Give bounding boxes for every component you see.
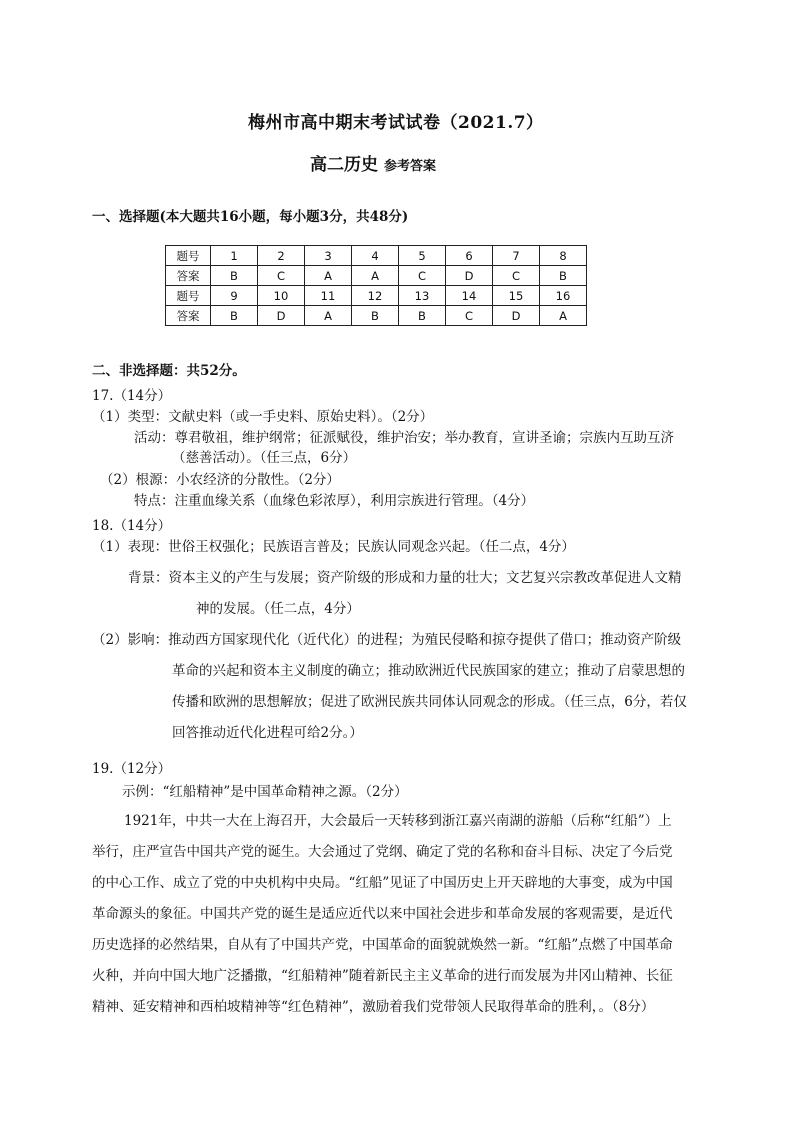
- q18-part2-impact: （2）影响：推动西方国家现代化（近代化）的进程；为殖民侵略和掠夺提供了借口；推动资产阶级: [92, 632, 682, 648]
- table-cell: B: [211, 306, 258, 326]
- table-cell: B: [211, 266, 258, 286]
- table-cell: 11: [305, 286, 352, 306]
- table-row: [166, 266, 587, 286]
- q19-paragraph-line5: 历史选择的必然结果，自从有了中国共产党，中国革命的面貌就焕然一新。“红船”点燃了中国革命: [92, 937, 673, 953]
- table-cell: B: [399, 306, 446, 326]
- table-cell: C: [399, 266, 446, 286]
- table-cell: 9: [211, 286, 258, 306]
- table-cell: A: [305, 306, 352, 326]
- table-cell: 答案: [166, 266, 211, 286]
- table-cell: 5: [399, 246, 446, 266]
- table-cell: B: [352, 306, 399, 326]
- table-cell: C: [493, 266, 540, 286]
- table-cell: 2: [258, 246, 305, 266]
- table-cell: 3: [305, 246, 352, 266]
- q18-part1-background: 背景：资本主义的产生与发展；资产阶级的形成和力量的壮大；文艺复兴宗教改革促进人文精: [128, 570, 682, 586]
- table-cell: 8: [540, 246, 587, 266]
- q18-part2-impact-line2: 革命的兴起和资本主义制度的确立；推动欧洲近代民族国家的建立；推动了启蒙思想的: [172, 663, 685, 679]
- table-cell: C: [258, 266, 305, 286]
- table-cell: 4: [352, 246, 399, 266]
- q19-paragraph-line2: 举行，庄严宣告中国共产党的诞生。大会通过了党纲、确定了党的名称和奋斗目标、决定了今后党: [92, 844, 673, 860]
- table-cell: 10: [258, 286, 305, 306]
- q19-paragraph-line6: 火种，并向中国大地广泛播撒，“红船精神”随着新民主主义革命的进行而发展为井冈山精神、长征: [92, 968, 673, 984]
- table-row: [166, 306, 587, 326]
- subtitle-answer-key: 参考答案: [384, 159, 437, 174]
- table-row: [166, 246, 587, 266]
- table-cell: A: [305, 266, 352, 286]
- q17-part1-activities: 活动：尊君敬祖，维护纲常；征派赋役，维护治安；举办教育，宣讲圣谕；宗族内互助互济: [134, 430, 674, 446]
- q18-part2-impact-line4: 回答推动近代化进程可给2分。）: [172, 725, 363, 741]
- q19-example: 示例：“红船精神”是中国革命精神之源。（2分）: [122, 784, 408, 800]
- table-cell: 15: [493, 286, 540, 306]
- q18-part1-performance: （1）表现：世俗王权强化；民族语言普及；民族认同观念兴起。（任二点，4分）: [92, 539, 575, 555]
- q17-part2-features: 特点：注重血缘关系（血缘色彩浓厚），利用宗族进行管理。（4分）: [134, 493, 535, 509]
- table-cell: A: [352, 266, 399, 286]
- page-subtitle: [310, 150, 436, 175]
- table-cell: A: [540, 306, 587, 326]
- table-cell: 题号: [166, 286, 211, 306]
- table-cell: 1: [211, 246, 258, 266]
- q17-label: 17.（14分）: [92, 388, 172, 404]
- table-cell: 16: [540, 286, 587, 306]
- q19-paragraph-line3: 的中心工作、成立了党的中央机构中央局。“红船”见证了中国历史上开天辟地的大事变，成为中国: [92, 875, 673, 891]
- table-cell: D: [493, 306, 540, 326]
- section2-heading: 二、非选择题：共52分。: [92, 363, 246, 379]
- q19-paragraph-line1: 1921年，中共一大在上海召开，大会最后一天转移到浙江嘉兴南湖的游船（后称“红船”）上: [124, 813, 672, 829]
- table-cell: C: [446, 306, 493, 326]
- table-cell: D: [446, 266, 493, 286]
- q18-part2-impact-line3: 传播和欧洲的思想解放；促进了欧洲民族共同体认同观念的形成。（任三点，6分，若仅: [172, 694, 687, 710]
- q17-part1-activities-cont: （慈善活动）。（任三点，6分）: [172, 450, 357, 466]
- table-cell: 6: [446, 246, 493, 266]
- table-row: [166, 286, 587, 306]
- table-cell: D: [258, 306, 305, 326]
- section1-heading: 一、选择题(本大题共16小题，每小题3分，共48分): [92, 209, 409, 225]
- table-cell: 12: [352, 286, 399, 306]
- table-cell: 题号: [166, 246, 211, 266]
- q18-label: 18.（14分）: [92, 518, 172, 534]
- q17-part2-root: （2）根源：小农经济的分散性。（2分）: [100, 472, 340, 488]
- answer-table: [165, 245, 587, 326]
- table-cell: 答案: [166, 306, 211, 326]
- q19-paragraph-line4: 革命源头的象征。中国共产党的诞生是适应近代以来中国社会进步和革命发展的客观需要，是近代: [92, 906, 673, 922]
- page-title: 梅州市高中期末考试试卷（2021.7）: [248, 113, 544, 133]
- q19-label: 19.（12分）: [92, 761, 172, 777]
- table-cell: 14: [446, 286, 493, 306]
- table-cell: 7: [493, 246, 540, 266]
- table-cell: 13: [399, 286, 446, 306]
- subtitle-subject: 高二历史: [310, 155, 378, 175]
- q17-part1-type: （1）类型：文献史料（或一手史料、原始史料）。（2分）: [92, 409, 434, 425]
- q19-paragraph-line7: 精神、延安精神和西柏坡精神等“红色精神”，激励着我们党带领人民取得革命的胜利，。（8分）: [92, 999, 655, 1015]
- table-cell: B: [540, 266, 587, 286]
- q18-part1-background-cont: 神的发展。（任二点，4分）: [196, 601, 360, 617]
